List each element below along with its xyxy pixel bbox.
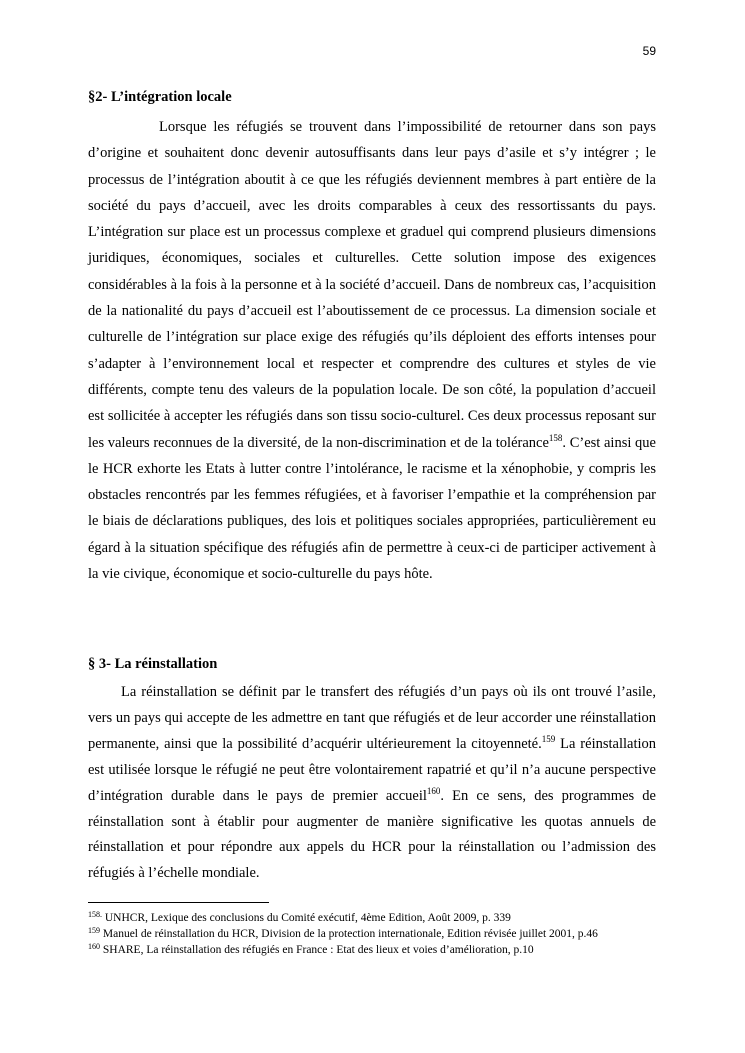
footnote-160 xyxy=(88,942,668,958)
footnote-text: SHARE, La réinstallation des réfugiés en France : Etat des lieux et voies d’amélioration, p.10 xyxy=(100,944,534,956)
footnote-158 xyxy=(88,910,668,926)
section-3-heading: § 3- La réinstallation xyxy=(88,656,218,672)
footnote-text: UNHCR, Lexique des conclusions du Comité exécutif, 4ème Edition, Août 2009, p. 339 xyxy=(102,912,511,924)
footnote-text: Manuel de réinstallation du HCR, Division de la protection internationale, Edition révisée juillet 2001, p.46 xyxy=(100,928,598,940)
section-2-text-part-2: . C’est ainsi que le HCR exhorte les Etats à lutter contre l’intolérance, le racisme et la xénophobie, y compris les obstacles rencontrés par les femmes réfugiées, et à favoriser l’empathie et la compréhension par le biais de déclarations publiques, des lois et politiques sociales appropriées, particulièrement eu égard à la situation spécifique des réfugiés afin de permettre à ceux-ci de participer activement à la vie civique, économique et socio-culturelle du pays hôte. xyxy=(88,434,656,583)
section-3-text-part-3: . En ce sens, des programmes de réinstallation sont à établir pour augmenter de manière significative les quotas annuels de réinstallation et pour répondre aux appels du HCR pour la réinstallation ou l’admission des réfugiés à l’échelle mondiale. xyxy=(88,787,656,882)
footnote-number: 160 xyxy=(88,942,100,951)
section-3-paragraph xyxy=(88,680,656,887)
footnote-number: 159 xyxy=(88,926,100,935)
section-2-text-part-1: Lorsque les réfugiés se trouvent dans l’impossibilité de retourner dans son pays d’origine et souhaitent donc devenir autosuffisants dans leur pays d’asile et s’y intégrer ; le processus de l’intégration aboutit à ce que les réfugiés deviennent membres à part entière de la société du pays d’accueil, avec les droits comparables à ceux des ressortissants du pays. L’intégration sur place est un processus complexe et graduel qui comprend plusieurs dimensions juridiques, économiques, sociales et culturelles. Cette solution impose des exigences considérables à la fois à la personne et à la société d’accueil. Dans de nombreux cas, l’acquisition de la nationalité du pays d’accueil est l’aboutissement de ce processus. La dimension sociale et culturelle de l’intégration sur place exige des réfugiés qu’ils déploient des efforts intenses pour s’adapter à l’environnement local et respecter et comprendre des cultures et styles de vie différents, compte tenu des valeurs de la population locale. De son côté, la population d’accueil est sollicitée à accepter les réfugiés dans son tissu socio-culturel. Ces deux processus reposant sur les valeurs reconnues de la diversité, de la non-discrimination et de la tolérance xyxy=(88,119,656,451)
page-number: 59 xyxy=(642,44,656,58)
section-2-heading: §2- L’intégration locale xyxy=(88,89,232,105)
footnote-159 xyxy=(88,926,668,942)
section-3-text-part-2: La réinstallation est utilisée lorsque le réfugié ne peut être volontairement rapatrié et qu’il n’a aucune perspective d’intégration durable dans le pays de premier accueil xyxy=(88,735,657,804)
footnotes xyxy=(88,910,668,958)
section-3-text-part-1: La réinstallation se définit par le transfert des réfugiés d’un pays où ils ont trouvé l’asile, vers un pays qui accepte de les admettre en tant que réfugiés et de leur accorder une réinstallation permanente, ainsi que la possibilité d’acquérir ultérieurement la citoyenneté. xyxy=(88,684,656,752)
footnote-separator xyxy=(88,902,269,903)
footnote-ref-158[interactable]: 158 xyxy=(548,432,563,443)
footnote-ref-160[interactable]: 160 xyxy=(426,785,441,796)
section-2-paragraph xyxy=(88,114,656,587)
footnote-number: 158. xyxy=(88,910,102,919)
footnote-ref-159[interactable]: 159 xyxy=(541,733,556,744)
